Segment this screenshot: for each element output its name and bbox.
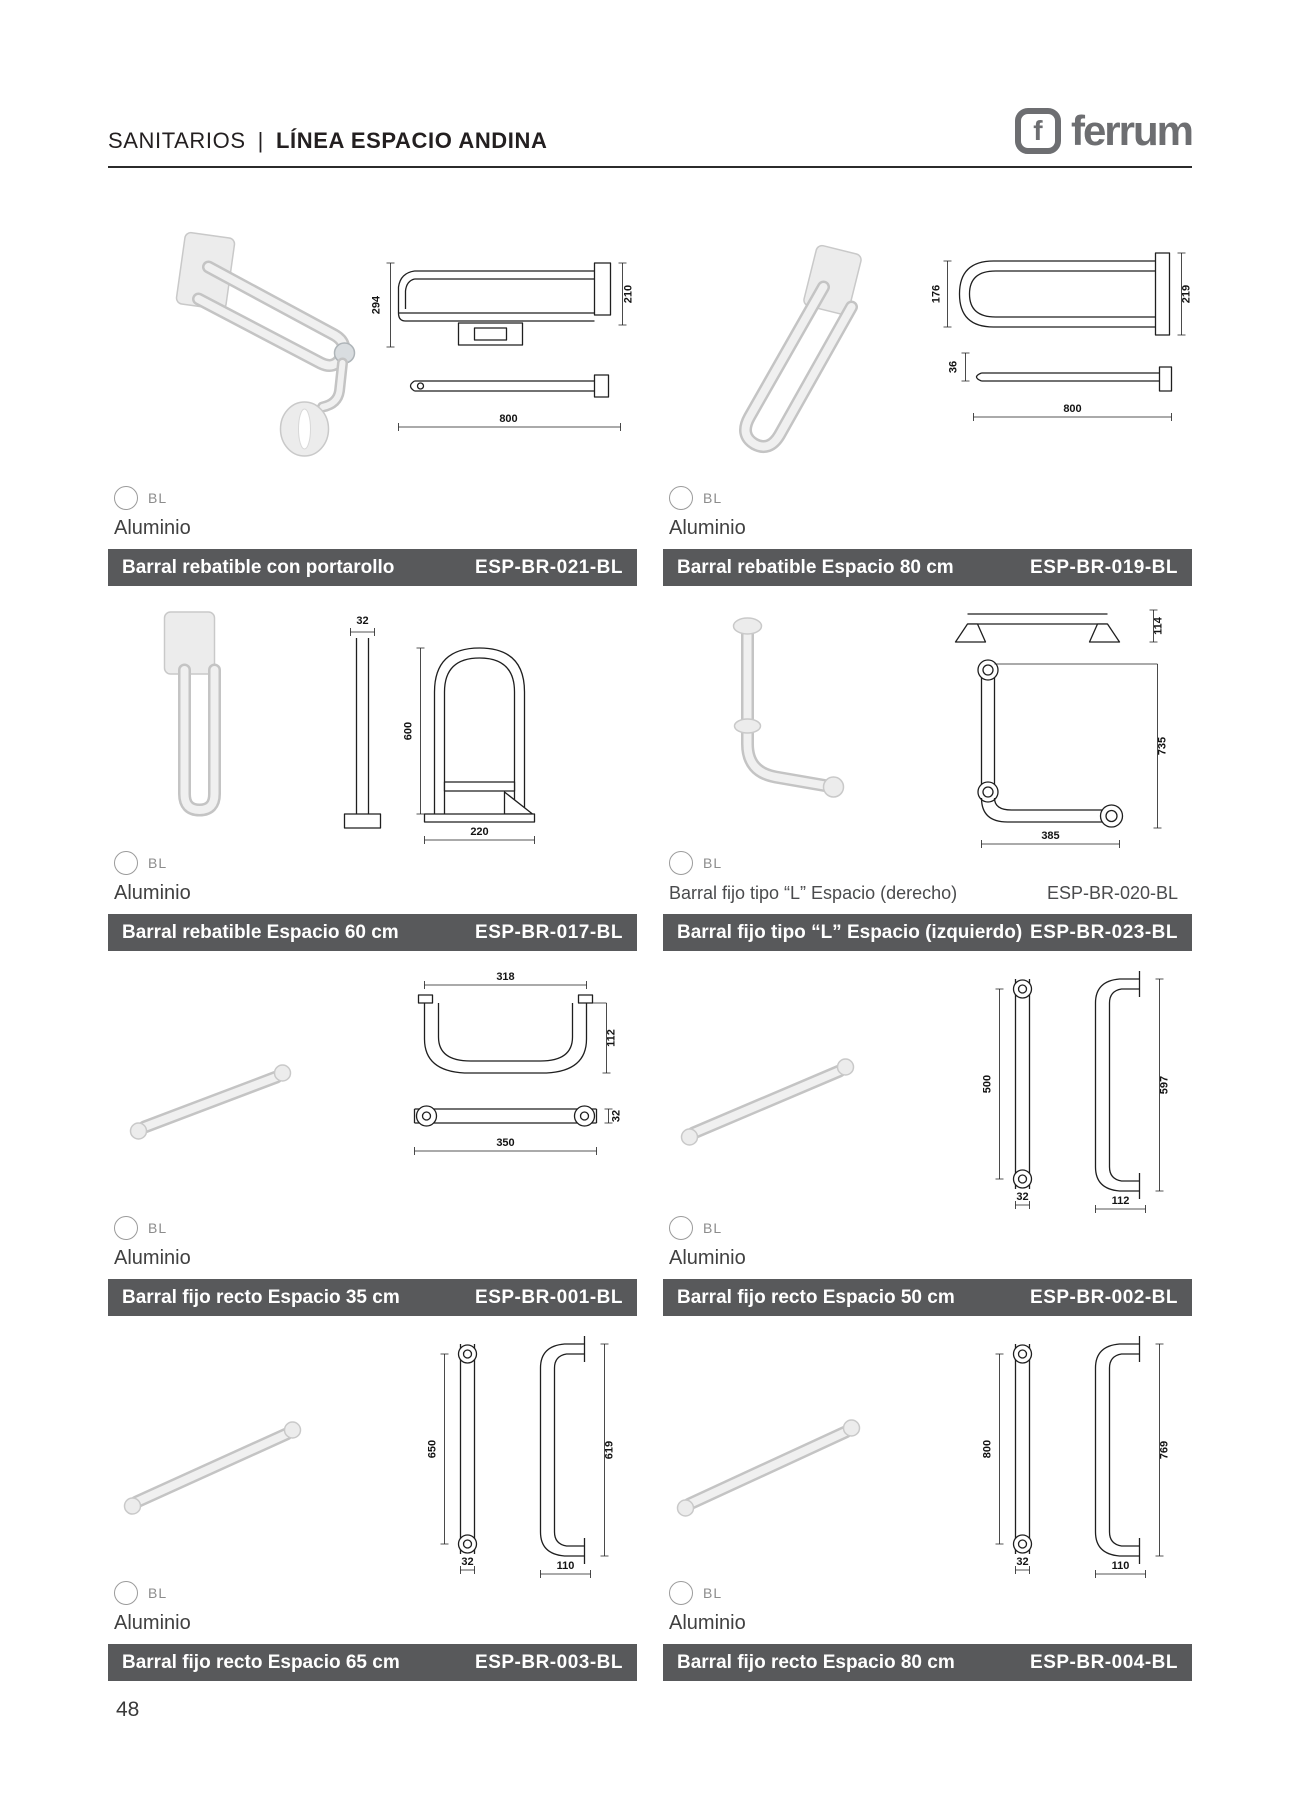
dim-label-height: 735: [1156, 736, 1169, 756]
product-images: [663, 586, 1192, 848]
swatch-circle-bl: [669, 851, 693, 875]
dim-label-overall: 619: [603, 1440, 616, 1460]
dim-label-top: 114: [1152, 617, 1165, 635]
swatch-label: BL: [703, 1585, 723, 1601]
product-card-esp-br-023: [663, 586, 1192, 951]
product-photo: [678, 1420, 860, 1516]
product-name: Barral rebatible Espacio 60 cm: [122, 921, 399, 943]
dim-label-depth: 112: [605, 1029, 618, 1047]
color-swatch-row: [108, 848, 637, 878]
product-title-bar: [663, 914, 1192, 951]
product-name: Barral fijo tipo “L” Espacio (izquierdo): [677, 921, 1023, 943]
product-code: ESP-BR-002-BL: [1030, 1286, 1178, 1308]
product-photo-and-drawing: [108, 951, 637, 1213]
swatch-label: BL: [148, 490, 168, 506]
product-code: ESP-BR-003-BL: [475, 1651, 623, 1673]
variant-code: ESP-BR-020-BL: [1046, 882, 1178, 903]
product-images: [663, 951, 1192, 1213]
swatch-circle-bl: [114, 486, 138, 510]
product-grid: [108, 221, 1192, 1681]
swatch-label: BL: [703, 855, 723, 871]
product-photo-and-drawing: [108, 586, 637, 848]
dim-label-depth: 110: [556, 1560, 575, 1572]
page-header: [108, 108, 1192, 168]
dim-label-overall: 597: [1158, 1075, 1171, 1095]
product-photo-and-drawing: [108, 1316, 637, 1578]
dim-label-length: 500: [981, 1074, 994, 1094]
product-photo: [734, 618, 844, 797]
swatch-circle-bl: [669, 1581, 693, 1605]
product-card-esp-br-002: [663, 951, 1192, 1316]
product-images: [108, 221, 637, 483]
product-code: ESP-BR-019-BL: [1030, 556, 1178, 578]
product-drawing: [427, 1336, 616, 1578]
product-drawing: [982, 971, 1171, 1213]
variant-row: [663, 878, 1192, 908]
product-title-bar: [108, 1644, 637, 1681]
swatch-circle-bl: [114, 1581, 138, 1605]
dim-label-depth: 110: [1111, 1560, 1130, 1572]
product-photo-and-drawing: [663, 586, 1192, 848]
product-code: ESP-BR-021-BL: [475, 556, 623, 578]
product-code: ESP-BR-017-BL: [475, 921, 623, 943]
product-images: [108, 1316, 637, 1578]
finish-label: Aluminio: [114, 881, 191, 904]
dim-label-length: 650: [426, 1439, 439, 1459]
dim-label-tube: 32: [610, 1109, 623, 1123]
product-title-bar: [108, 914, 637, 951]
product-photo-and-drawing: [663, 1316, 1192, 1578]
product-drawing: [956, 610, 1169, 848]
finish-label: Aluminio: [669, 516, 746, 539]
product-drawing: [371, 263, 635, 431]
product-card-esp-br-001: [108, 951, 637, 1316]
dim-label-length: 800: [499, 413, 518, 425]
swatch-label: BL: [148, 855, 168, 871]
dim-label-width: 176: [930, 284, 943, 304]
brand-logo: [1015, 108, 1192, 154]
product-card-esp-br-004: [663, 1316, 1192, 1681]
product-photo-and-drawing: [108, 221, 637, 483]
color-swatch-row: [663, 483, 1192, 513]
dim-label-tube: 32: [356, 615, 369, 627]
title-separator: |: [257, 128, 264, 153]
product-title-bar: [663, 549, 1192, 586]
product-name: Barral fijo recto Espacio 50 cm: [677, 1286, 955, 1308]
dim-label-length: 800: [981, 1439, 994, 1459]
dim-label-tube: 32: [461, 1556, 474, 1568]
product-photo: [125, 1422, 301, 1514]
swatch-label: BL: [703, 1220, 723, 1236]
product-drawing: [931, 253, 1193, 421]
product-name: Barral fijo recto Espacio 35 cm: [122, 1286, 400, 1308]
product-photo-and-drawing: [663, 951, 1192, 1213]
swatch-label: BL: [148, 1585, 168, 1601]
product-title-bar: [108, 1279, 637, 1316]
dim-label-depth: 112: [1111, 1195, 1130, 1207]
ferrum-icon: f: [1015, 108, 1061, 154]
product-images: [108, 586, 637, 848]
product-card-esp-br-021: [108, 221, 637, 586]
finish-label: Aluminio: [114, 1246, 191, 1269]
color-swatch-row: [108, 1578, 637, 1608]
finish-label: Aluminio: [669, 1611, 746, 1634]
product-photo: [165, 612, 215, 810]
product-photo: [746, 244, 863, 446]
product-drawing: [345, 615, 535, 844]
variant-name: Barral fijo tipo “L” Espacio (derecho): [669, 882, 958, 903]
finish-label: Aluminio: [114, 516, 191, 539]
swatch-circle-bl: [114, 1216, 138, 1240]
page-number: 48: [116, 1698, 140, 1721]
dim-label-tube: 32: [1016, 1556, 1029, 1568]
line-name: LÍNEA ESPACIO ANDINA: [275, 128, 548, 153]
product-name: Barral rebatible Espacio 80 cm: [677, 556, 954, 578]
swatch-circle-bl: [114, 851, 138, 875]
product-title-bar: [663, 1279, 1192, 1316]
dim-label-height: 294: [370, 295, 383, 315]
dim-label-profile: 36: [947, 360, 960, 374]
dim-label-length: 350: [496, 1137, 515, 1149]
product-images: [108, 951, 637, 1213]
product-card-esp-br-017: [108, 586, 637, 951]
product-name: Barral fijo recto Espacio 65 cm: [122, 1651, 400, 1673]
product-title-bar: [108, 549, 637, 586]
color-swatch-row: [663, 1213, 1192, 1243]
product-images: [663, 1316, 1192, 1578]
product-code: ESP-BR-023-BL: [1030, 921, 1178, 943]
swatch-circle-bl: [669, 486, 693, 510]
product-drawing: [415, 971, 623, 1155]
product-name: Barral rebatible con portarollo: [122, 556, 395, 578]
product-photo: [131, 1065, 291, 1139]
dim-label-base: 220: [470, 826, 489, 838]
product-photo: [176, 232, 355, 456]
finish-label: Aluminio: [669, 1246, 746, 1269]
product-code: ESP-BR-001-BL: [475, 1286, 623, 1308]
page-title: [108, 128, 547, 154]
dim-label-end: 210: [622, 284, 635, 304]
color-swatch-row: [663, 1578, 1192, 1608]
dim-label-inner: 318: [496, 971, 515, 983]
product-drawing: [982, 1336, 1171, 1578]
swatch-label: BL: [703, 490, 723, 506]
color-swatch-row: [663, 848, 1192, 878]
dim-label-end: 219: [1180, 284, 1192, 304]
color-swatch-row: [108, 483, 637, 513]
finish-label: Aluminio: [114, 1611, 191, 1634]
product-photo-and-drawing: [663, 221, 1192, 483]
product-name: Barral fijo recto Espacio 80 cm: [677, 1651, 955, 1673]
dim-label-width: 385: [1041, 830, 1060, 842]
dim-label-length: 800: [1063, 403, 1082, 415]
product-title-bar: [663, 1644, 1192, 1681]
dim-label-overall: 769: [1158, 1440, 1171, 1460]
product-images: [663, 221, 1192, 483]
product-photo: [682, 1059, 854, 1145]
section-label: SANITARIOS: [108, 128, 246, 153]
brand-name: ferrum: [1070, 107, 1192, 155]
product-code: ESP-BR-004-BL: [1030, 1651, 1178, 1673]
product-card-esp-br-003: [108, 1316, 637, 1681]
color-swatch-row: [108, 1213, 637, 1243]
product-card-esp-br-019: [663, 221, 1192, 586]
dim-label-height: 600: [402, 721, 415, 741]
dim-label-tube: 32: [1016, 1191, 1029, 1203]
swatch-label: BL: [148, 1220, 168, 1236]
swatch-circle-bl: [669, 1216, 693, 1240]
